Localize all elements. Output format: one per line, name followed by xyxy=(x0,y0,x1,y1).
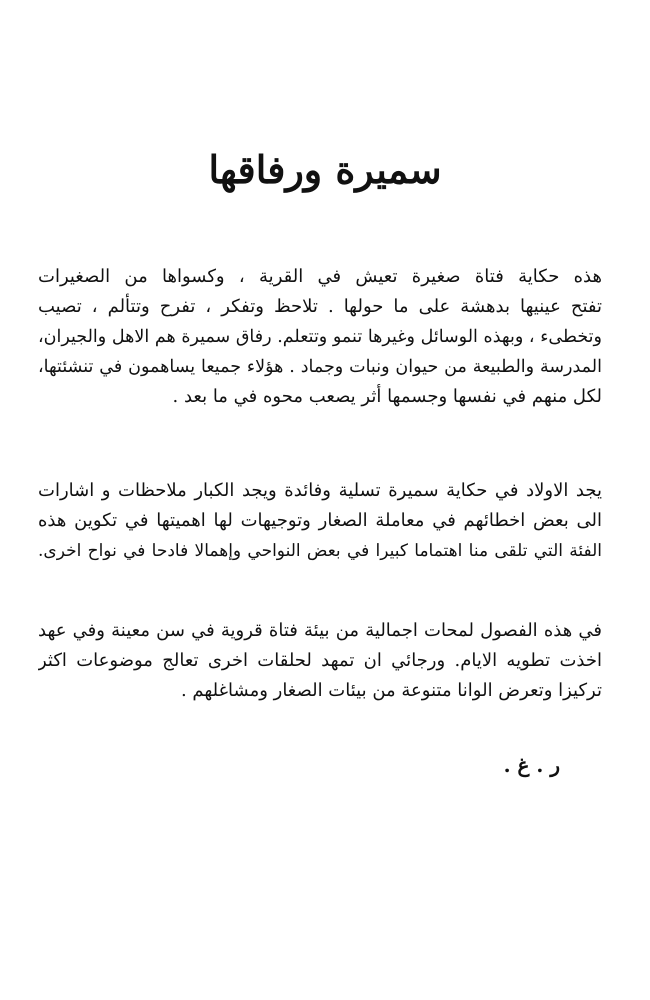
paragraph-line: في هذه الفصول لمحات اجمالية من بيئة فتاة قروية في سن معينة وفي عهد xyxy=(38,620,602,641)
paragraph-line: وتخطىء ، وبهذه الوسائل وغيرها تنمو وتتعلم. رفاق سميرة هم الاهل والجيران، xyxy=(38,327,602,347)
paragraph-line: تفتح عينيها بدهشة على ما حولها . تلاحظ وتفكر ، تفرح وتتألم ، تصيب xyxy=(38,296,602,317)
paragraph-chapters xyxy=(38,616,602,706)
paragraph-intro xyxy=(38,262,602,412)
paragraph-line: هذه حكاية فتاة صغيرة تعيش في القرية ، وكسواها من الصغيرات xyxy=(38,266,602,287)
paragraph-line: المدرسة والطبيعة من حيوان ونبات وجماد . هؤلاء جميعا يساهمون في تنشئتها، xyxy=(38,357,602,377)
author-signature: ر . غ . xyxy=(503,753,560,777)
paragraph-line: الى بعض اخطائهم في معاملة الصغار وتوجيهات لها اهميتها في تكوين هذه xyxy=(38,510,602,531)
paragraph-line: الفئة التي تلقى منا اهتماما كبيرا في بعض النواحي وإهمالا فادحا في نواح اخرى. xyxy=(38,541,602,561)
paragraph-line: لكل منهم في نفسها وجسمها أثر يصعب محوه في ما بعد . xyxy=(172,386,602,407)
paragraph-line: تركيزا وتعرض الوانا متنوعة من بيئات الصغار ومشاغلهم . xyxy=(180,680,602,701)
paragraph-audience xyxy=(38,476,602,566)
paragraph-line: يجد الاولاد في حكاية سميرة تسلية وفائدة ويجد الكبار ملاحظات و اشارات xyxy=(38,480,602,501)
page-title: سميرة ورفاقها xyxy=(208,147,442,192)
paragraph-line: اخذت تطويه الايام. ورجائي ان تمهد لحلقات اخرى تعالج موضوعات اكثر xyxy=(38,650,602,671)
